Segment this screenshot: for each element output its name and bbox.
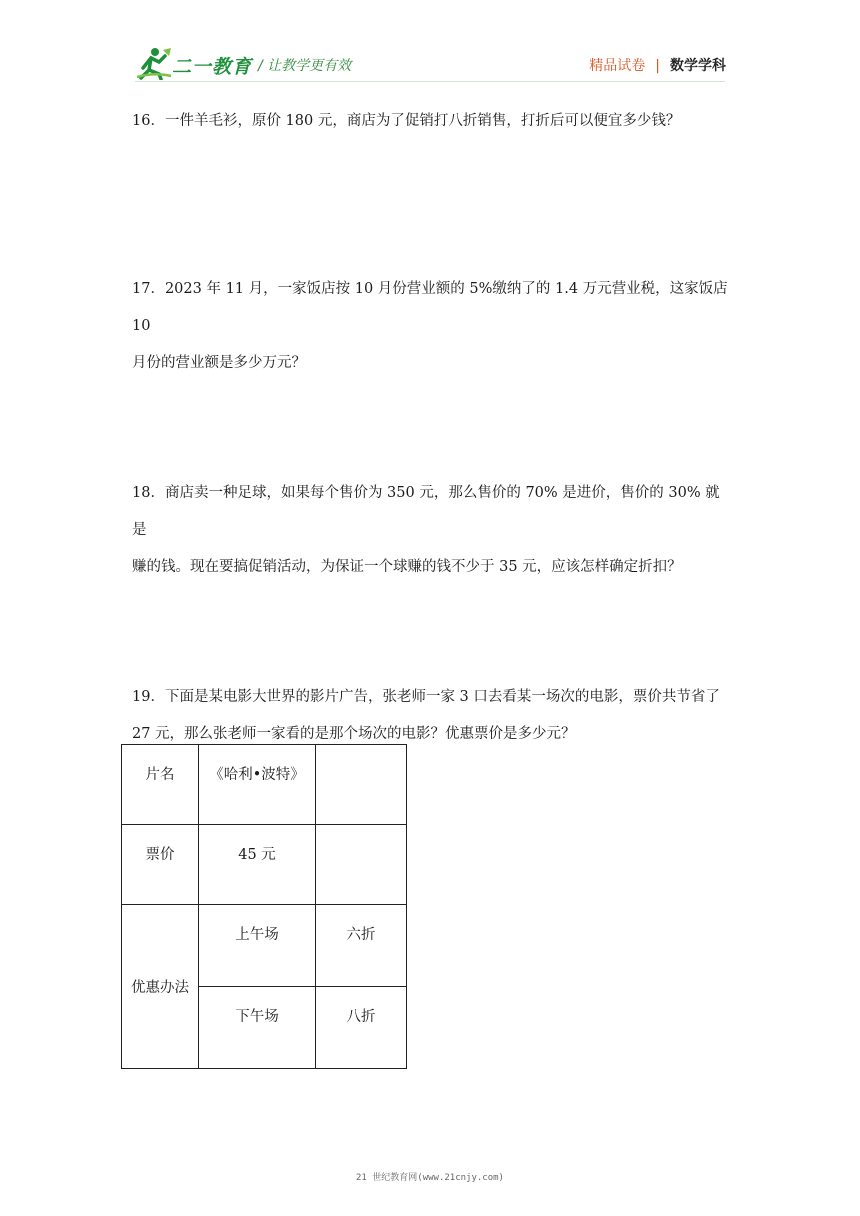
page-header (0, 0, 860, 90)
subject-label: 数学学科 (670, 58, 726, 74)
premium-paper-label: 精品试卷 (589, 58, 646, 74)
movie-ad-table (121, 744, 407, 1069)
brand-name: 二一教育 (172, 56, 253, 78)
table-cell: 八折 (316, 987, 407, 1069)
question-17 (132, 271, 732, 382)
table-cell (316, 745, 407, 825)
discount-label-cell: 优惠办法 (122, 905, 199, 1069)
header-labels (589, 55, 726, 75)
header-separator: | (655, 58, 660, 74)
table-cell: 上午场 (199, 905, 316, 987)
question-text: 月份的营业额是多少万元？ (132, 355, 306, 371)
question-text: 16．一件羊毛衫，原价 180 元，商店为了促销打八折销售，打折后可以便宜多少钱？ (132, 113, 681, 129)
header-divider (135, 81, 725, 82)
table-cell: 六折 (316, 905, 407, 987)
table-cell: 片名 (122, 745, 199, 825)
slogan: / 让教学更有效 (258, 58, 352, 74)
question-text: 17．2023 年 11 月，一家饭店按 10 月份营业额的 5%缴纳了的 1.4 万元营业税，这家饭店 10 (132, 281, 728, 334)
table-row (122, 745, 407, 825)
question-text: 19．下面是某电影大世界的影片广告，张老师一家 3 口去看某一场次的电影，票价共节省了 (132, 689, 720, 705)
question-19 (132, 679, 732, 753)
table-cell (316, 825, 407, 905)
question-18 (132, 475, 732, 586)
table-row (122, 825, 407, 905)
table-cell: 下午场 (199, 987, 316, 1069)
table-cell: 《哈利•波特》 (199, 745, 316, 825)
question-text: 18．商店卖一种足球，如果每个售价为 350 元，那么售价的 70% 是进价，售价的 30% 就是 (132, 485, 720, 538)
table-cell: 票价 (122, 825, 199, 905)
table-row (122, 905, 407, 987)
page-footer: 21 世纪教育网(www.21cnjy.com) (356, 1173, 504, 1183)
table-cell: 45 元 (199, 825, 316, 905)
question-text: 赚的钱。现在要搞促销活动，为保证一个球赚的钱不少于 35 元，应该怎样确定折扣？ (132, 559, 682, 575)
question-16 (132, 103, 732, 140)
question-text: 27 元，那么张老师一家看的是那个场次的电影？优惠票价是多少元？ (132, 726, 576, 742)
